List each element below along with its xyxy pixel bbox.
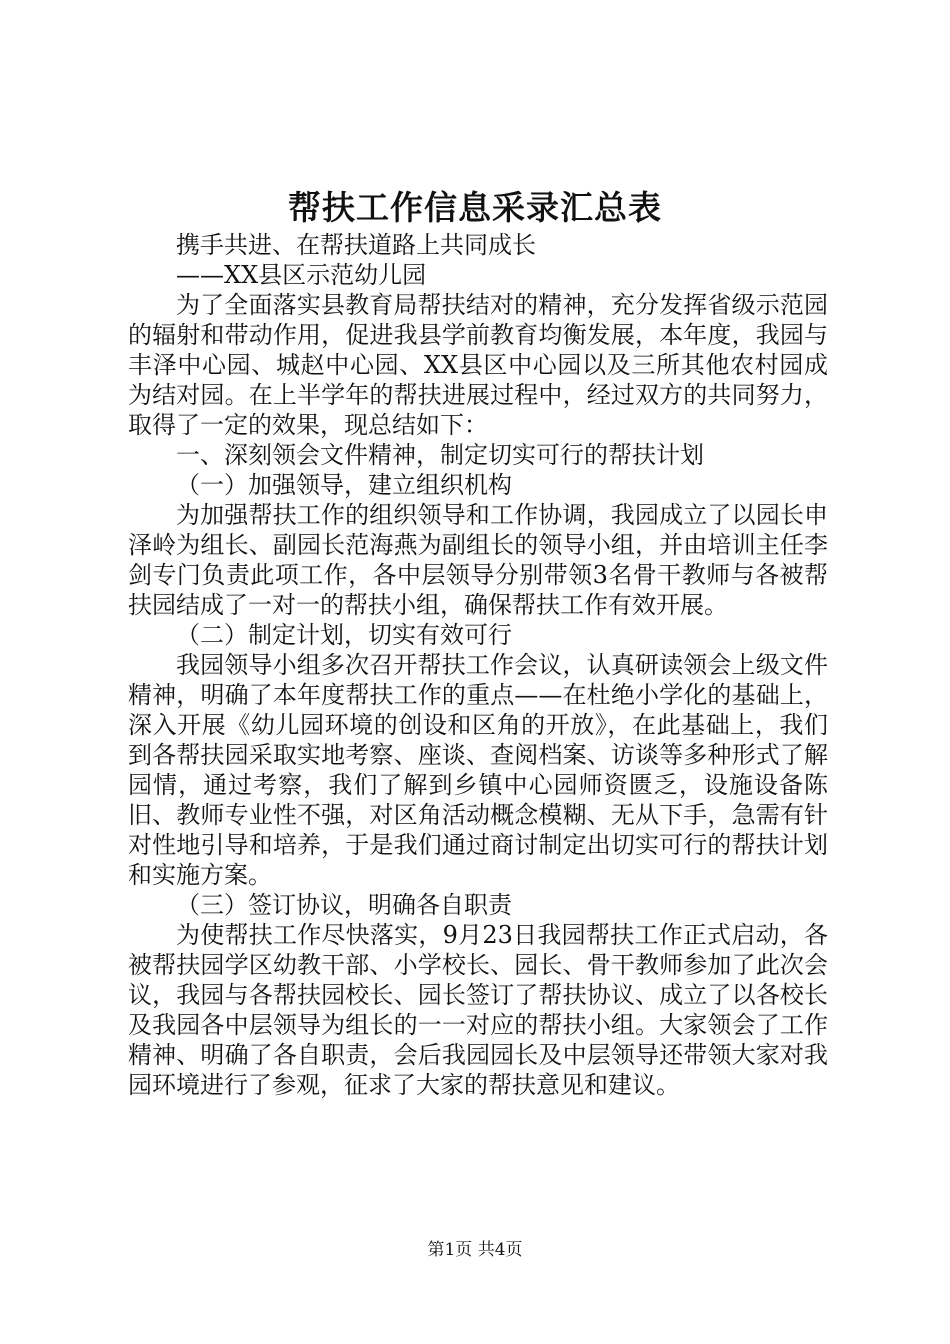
subsection-heading: （二）制定计划，切实有效可行 <box>176 621 512 649</box>
body-paragraph: 我园领导小组多次召开帮扶工作会议，认真研读领会上级文件精神，明确了本年度帮扶工作的重点——在杜绝小学化的基础上，深入开展《幼儿园环境的创设和区角的开放》，在此基础上，我们到各帮扶园采取实地考察、座谈、查阅档案、访谈等多种形式了解园情，通过考察，我们了解到乡镇中心园师资匮乏，设施设备陈旧、教师专业性不强，对区角活动概念模糊、无从下手，急需有针对性地引导和培养，于是我们通过商讨制定出切实可行的帮扶计划和实施方案。 <box>128 651 828 889</box>
page-footer: 第1页 共4页 <box>427 1240 523 1260</box>
subtitle: 携手共进、在帮扶道路上共同成长 <box>176 231 536 259</box>
document-title: 帮扶工作信息采录汇总表 <box>288 188 662 227</box>
subsection-heading: （一）加强领导，建立组织机构 <box>176 471 512 499</box>
body-paragraph: 为加强帮扶工作的组织领导和工作协调，我园成立了以园长申泽岭为组长、副园长范海燕为副组长的领导小组，并由培训主任李剑专门负责此项工作，各中层领导分别带领3名骨干教师与各被帮扶园结成了一对一的帮扶小组，确保帮扶工作有效开展。 <box>128 501 828 619</box>
author-line: ——XX县区示范幼儿园 <box>176 261 427 289</box>
subsection-heading: （三）签订协议，明确各自职责 <box>176 891 512 919</box>
body-paragraph: 为使帮扶工作尽快落实，9月23日我园帮扶工作正式启动，各被帮扶园学区幼教干部、小学校长、园长、骨干教师参加了此次会议，我园与各帮扶园校长、园长签订了帮扶协议、成立了以各校长及我园各中层领导为组长的一一对应的帮扶小组。大家领会了工作精神、明确了各自职责，会后我园园长及中层领导还带领大家对我园环境进行了参观，征求了大家的帮扶意见和建议。 <box>128 921 828 1099</box>
document-body <box>128 230 828 1100</box>
intro-paragraph: 为了全面落实县教育局帮扶结对的精神，充分发挥省级示范园的辐射和带动作用，促进我县学前教育均衡发展，本年度，我园与丰泽中心园、城赵中心园、XX县区中心园以及三所其他农村园成为结对园。在上半学年的帮扶进展过程中，经过双方的共同努力，取得了一定的效果，现总结如下： <box>128 291 828 439</box>
section-heading: 一、深刻领会文件精神，制定切实可行的帮扶计划 <box>176 441 704 469</box>
